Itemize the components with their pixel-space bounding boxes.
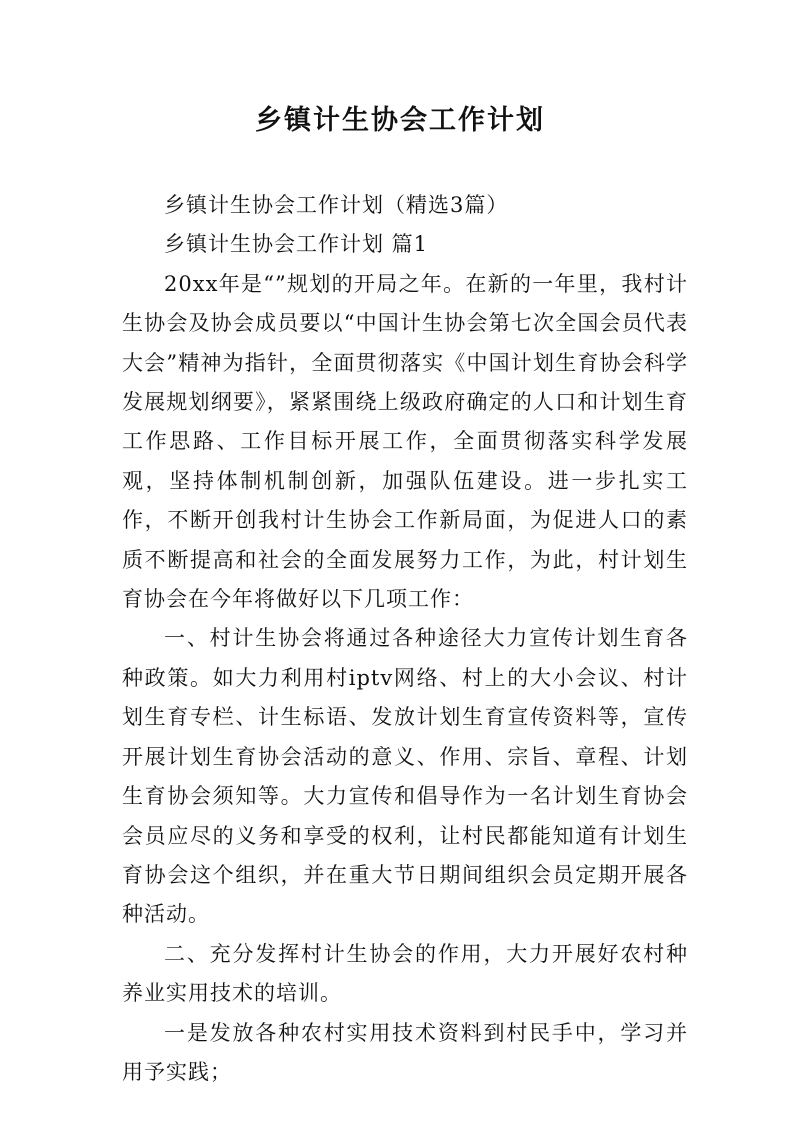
document-title: 乡镇计生协会工作计划 — [255, 105, 545, 136]
sub-item-one-paragraph: 一是发放各种农村实用技术资料到村民手中，学习并用予实践； — [122, 1020, 688, 1084]
section-heading-paragraph: 乡镇计生协会工作计划 篇1 — [164, 232, 429, 257]
document-body — [122, 186, 688, 1092]
item-two-paragraph: 二、充分发挥村计生协会的作用，大力开展好农村种养业实用技术的培训。 — [122, 941, 688, 1006]
item-one-paragraph: 一、村计生协会将通过各种途径大力宣传计划生育各种政策。如大力利用村iptv网络、村上的大小会议、村计划生育专栏、计生标语、发放计划生育宣传资料等，宣传开展计划生育协会活动的意义、作用、宗旨、章程、计划生育协会须知等。大力宣传和倡导作为一名计划生育协会会员应尽的义务和享受的权利，让村民都能知道有计划生育协会这个组织，并在重大节日期间组织会员定期开展各种活动。 — [122, 626, 688, 927]
subtitle-paragraph: 乡镇计生协会工作计划（精选3篇） — [164, 193, 509, 217]
intro-paragraph: 20xx年是“”规划的开局之年。在新的一年里，我村计生协会及协会成员要以“中国计生协会第七次全国会员代表大会”精神为指针，全面贯彻落实《中国计划生育协会科学发展规划纲要》，紧紧围绕上级政府确定的人口和计划生育工作思路、工作目标开展工作，全面贯彻落实科学发展观，坚持体制机制创新，加强队伍建设。进一步扎实工作，不断开创我村计生协会工作新局面，为促进人口的素质不断提高和社会的全面发展努力工作，为此，村计划生育协会在今年将做好以下几项工作： — [122, 271, 688, 612]
